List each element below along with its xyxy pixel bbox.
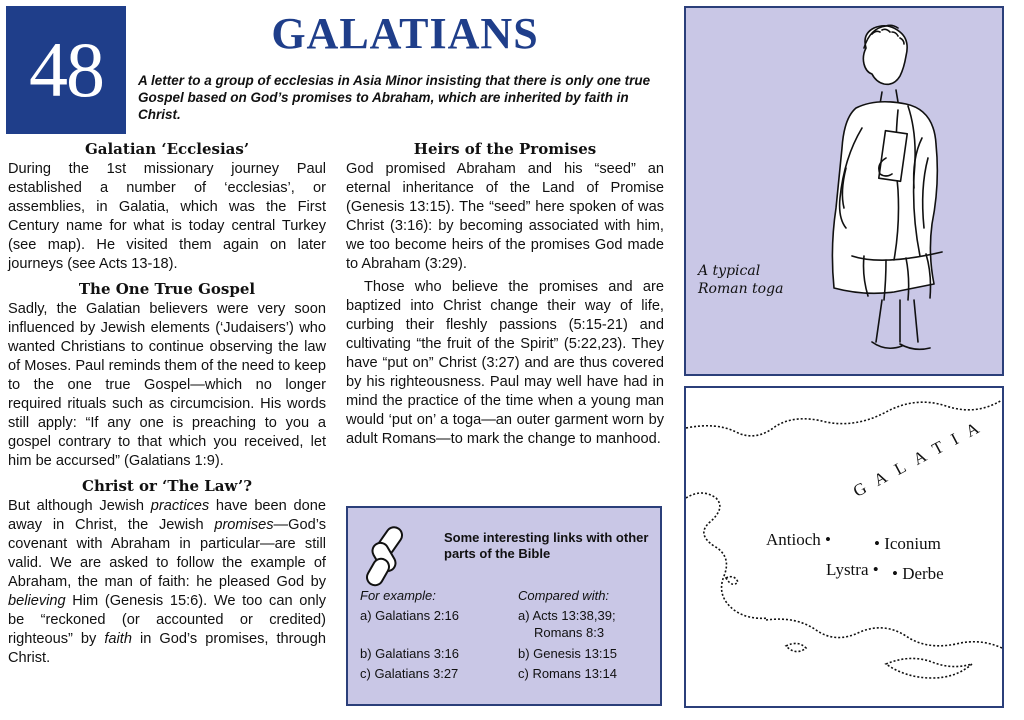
map-label-galatia: GALATIA: [850, 413, 992, 501]
link-left-c: c) Galatians 3:27: [360, 666, 459, 681]
link-left-b: b) Galatians 3:16: [360, 646, 460, 661]
heading-heirs-of-the-promises: Heirs of the Promises: [413, 140, 597, 158]
link-right-a: a) Acts 13:38,39;: [518, 608, 616, 623]
map-label-derbe: • Derbe: [892, 564, 944, 583]
map-label-antioch: Antioch •: [766, 530, 831, 549]
heading-one-true-gospel: The One True Gospel: [78, 280, 256, 298]
page-subtitle: A letter to a group of ecclesias in Asia Minor insisting that there is only one true Gospel based on God’s promises to Abraham, which are inherited by faith in Christ.: [138, 73, 651, 122]
link-right-b: b) Genesis 13:15: [518, 646, 618, 661]
chain-links-icon: [360, 522, 416, 588]
page-title: GALATIANS: [271, 9, 539, 58]
chapter-number-badge: 48: [6, 6, 126, 134]
galatia-map: [684, 386, 1004, 708]
text-galatian-ecclesias: During the 1st missionary journey Paul established a number of ‘ecclesias’, or assemblies, in Galatia, which was the First Century name for what is today central Turkey (see map). He visited them again on later journeys (see Acts 13-18).: [8, 161, 326, 272]
roman-toga-figure: [686, 8, 1002, 374]
map-label-lystra: Lystra •: [826, 560, 879, 579]
compared-with-label: Compared with:: [518, 588, 610, 603]
heading-christ-or-the-law: Christ or ‘The Law’?: [82, 477, 252, 495]
left-column: [8, 138, 326, 672]
links-box-heading: Some interesting links with other parts of the Bible: [444, 530, 649, 561]
text-heirs-paragraph-1: God promised Abraham and his “seed” an eternal inheritance of the Land of Promise (Genesis 13:15). The “seed” here spoken of was Christ (3:16): by becoming associated with him, we too become heirs of the promises God made to Abraham (3:29).: [346, 161, 664, 272]
bible-links-box: [346, 506, 662, 706]
text-christ-or-the-law: But although Jewish practices have been done away in Christ, the Jewish promises—God’s covenant with Abraham in particular—are still valid. We are asked to follow the example of Abraham, the man of faith: he pleased God by believing Him (Genesis 15:6). We too can only be “reckoned (or accounted or credited) righteous” by faith in God’s promises, through Christ.: [8, 498, 326, 666]
link-right-c: c) Romans 13:14: [518, 666, 617, 681]
link-right-a-cont: Romans 8:3: [534, 625, 605, 640]
toga-caption: A typical Roman toga: [698, 263, 784, 297]
heading-galatian-ecclesias: Galatian ‘Ecclesias’: [84, 140, 250, 158]
for-example-label: For example:: [360, 588, 436, 603]
text-heirs-paragraph-2: Those who believe the promises and are baptized into Christ change their way of life, curbing their fleshly passions (5:15-21) and cultivating “the fruit of the Spirit” (5:22,23). They have “put on” Christ (3:27) and are thus covered by his righteousness. Paul may well have had in mind the practice of the time when a young man would ‘put on’ a toga—an outer garment worn by adult Romans—to mark the change to manhood.: [346, 279, 664, 447]
text-one-true-gospel: Sadly, the Galatian believers were very soon influenced by Jewish elements (‘Judaisers’) who wanted Christians to continue observing the law of Moses. Paul reminds them of the need to keep to the one true Gospel—which no longer required rituals such as circumcision. His words still apply: “If any one is preaching to you a gospel contrary to that which you received, let him be accursed” (Galatians 1:9).: [8, 301, 326, 469]
toga-illustration-panel: [684, 6, 1004, 376]
map-label-iconium: • Iconium: [874, 534, 941, 553]
link-left-a: a) Galatians 2:16: [360, 608, 460, 623]
middle-column: [346, 138, 664, 453]
